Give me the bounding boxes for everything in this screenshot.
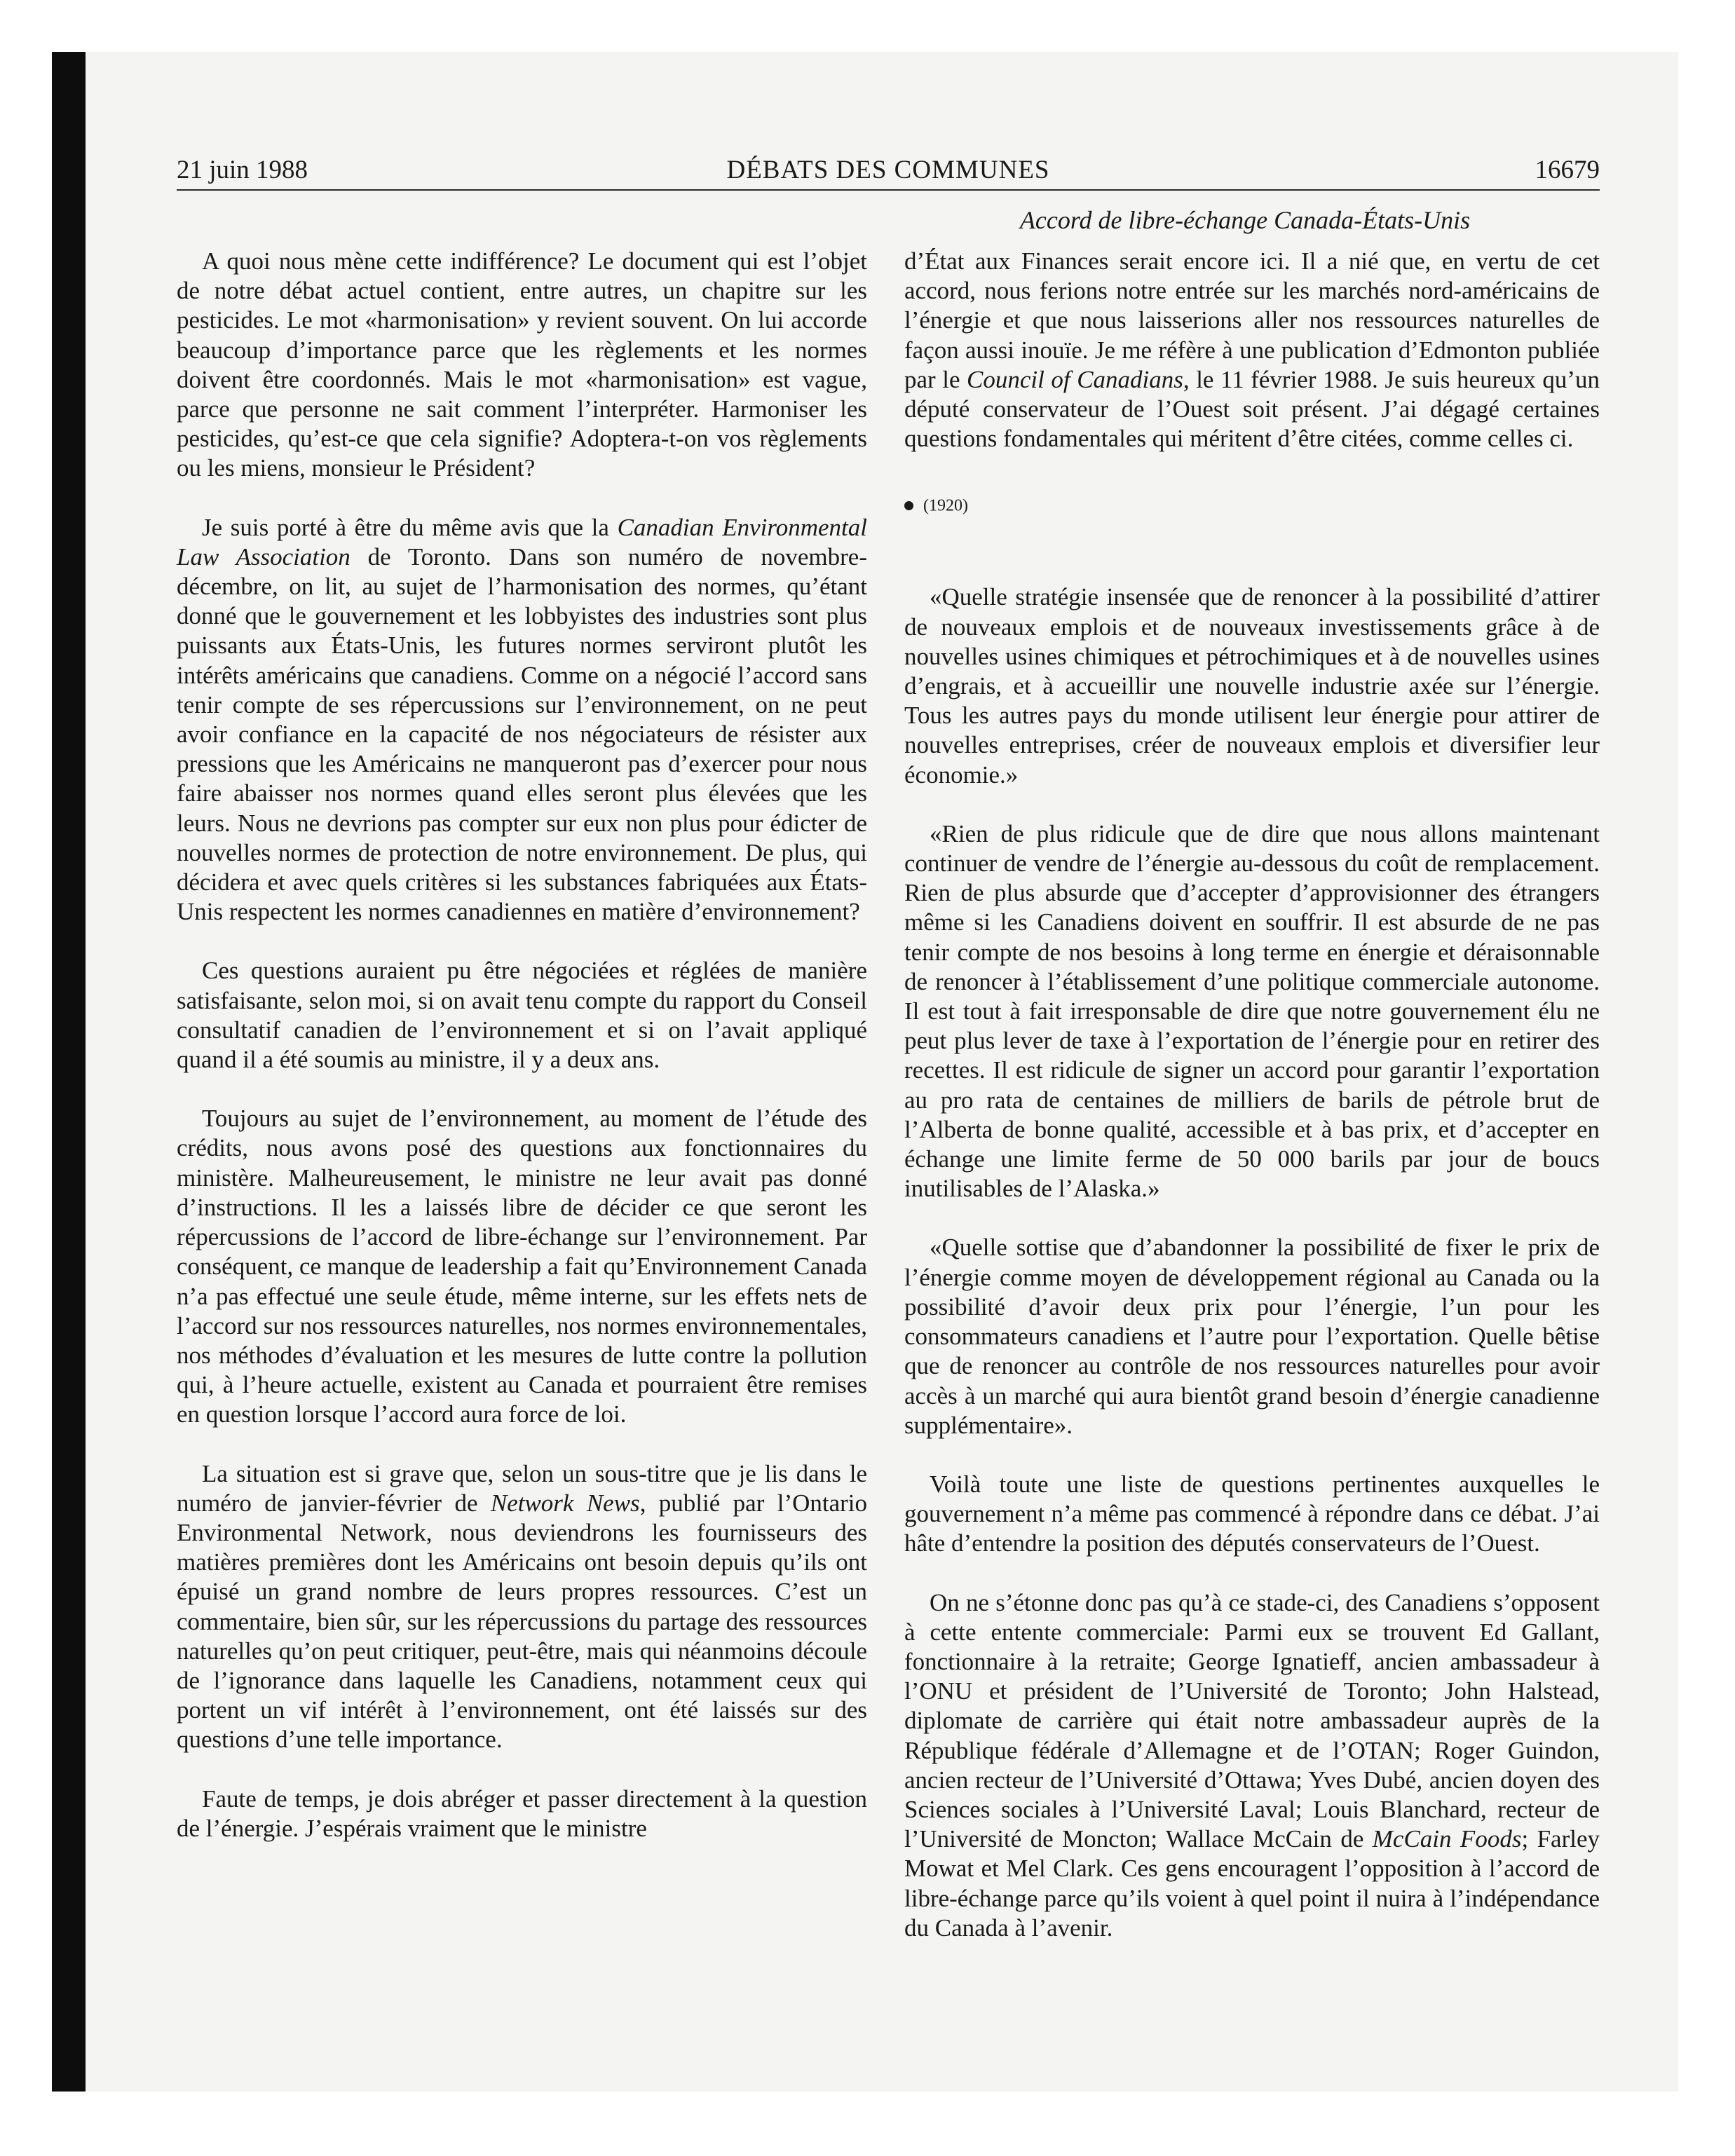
left-column (177, 247, 867, 1843)
left-paragraph-2 (177, 513, 867, 927)
left-paragraph-5 (177, 1459, 867, 1755)
right-quote-2: «Rien de plus ridicule que de dire que nous allons maintenant continuer de vendre de l’énergie au-dessous du coût de remplacement. Rien de plus absurde que d’accepter d’approvisionner des étrangers même si les Canadiens doivent en souffrir. Il est absurde de ne pas tenir compte de nos besoins à long terme en énergie et déraisonnable de renoncer à l’établissement d’une politique commerciale autonome. Il est tout à fait irresponsable de dire que notre gouvernement élu ne peut plus lever de taxe à l’exportation de l’énergie pour en retirer des recettes. Il est ridicule de signer un accord pour garantir l’exportation au pro rata de centaines de milliers de barils de pétrole brut de l’Alberta de bonne qualité, accessible et à bas prix, et d’accepter en échange une limite ferme de 50 000 barils par jour de boucs inutilisables de l’Alaska.» (904, 819, 1600, 1203)
right-paragraph-3 (904, 1588, 1600, 1943)
right-paragraph-3-text-a: On ne s’étonne donc pas qu’à ce stade-ci, des Canadiens s’opposent à cette entente commerciale: Parmi eux se trouvent Ed Gallant, fonctionnaire à la retraite; George Ignatieff, ancien ambassadeur à l’ONU et président de l’Université de Toronto; John Halstead, diplomate de carrière qui était notre ambassadeur auprès de la République fédérale d’Allemagne et de l’OTAN; Roger Guindon, ancien recteur de l’Université d’Ottawa; Yves Dubé, ancien doyen des Sciences sociales à l’Université Laval; Louis Blanchard, recteur de l’Université de Moncton; Wallace McCain de (904, 1588, 1600, 1853)
left-paragraph-4: Toujours au sujet de l’environnement, au moment de l’étude des crédits, nous avons posé des questions aux fonctionnaires du ministère. Malheureusement, le ministre ne leur avait pas donné d’instructions. Il les a laissés libre de décider ce que seront les répercussions de l’accord de libre-échange sur l’environnement. Par conséquent, ce manque de leadership a fait qu’Environnement Canada n’a pas effectué une seule étude, même interne, sur les effets nets de l’accord sur nos ressources naturelles, nos normes environnementales, nos méthodes d’évaluation et les mesures de lutte contre la pollution qui, à l’heure actuelle, existent au Canada et pourraient être remises en question lorsque l’accord aura force de loi. (177, 1105, 867, 1428)
right-paragraph-3-italic: McCain Foods (1372, 1825, 1522, 1853)
left-paragraph-5-italic: Network News (490, 1489, 640, 1517)
right-quote-1: «Quelle stratégie insensée que de renoncer à la possibilité d’attirer de nouveaux emplois et de nouveaux investissements grâce à de nouvelles usines chimiques et pétrochimiques et à de nouvelles usines d’engrais, et à accueillir une nouvelle industrie axée sur l’énergie. Tous les autres pays du monde utilisent leur énergie pour attirer de nouvelles entreprises, créer de nouveaux emplois et diversifier leur économie.» (904, 583, 1600, 789)
right-paragraph-2: Voilà toute une liste de questions pertinentes auxquelles le gouvernement n’a même pas commencé à répondre dans ce débat. J’ai hâte d’entendre la position des députés conservateurs de l’Ouest. (904, 1470, 1600, 1557)
left-paragraph-2-text-b: de Toronto. Dans son numéro de novembre-décembre, on lit, au sujet de l’harmonisation des normes, qu’étant donné que le gouvernement et les lobbyistes des industries sont plus puissants aux États-Unis, les futures normes serviront plutôt les intérêts américains que canadiens. Comme on a négocié l’accord sans tenir compte de ses répercussions sur l’environnement, on ne peut avoir confiance en la capacité de nos négociateurs de résister aux pressions que les Américains ne manqueront pas d’exercer pour nous faire abaisser nos normes quand elles seront plus élevées que les leurs. Nous ne devrions pas compter sur eux non plus pour édicter de nouvelles normes de protection de notre environnement. De plus, qui décidera et avec quels critères si les substances fabriquées aux États-Unis respectent les normes canadiennes en matière d’environnement? (177, 543, 867, 926)
right-paragraph-1 (904, 247, 1600, 453)
bullet-icon (904, 501, 913, 510)
left-paragraph-2-text-a: Je suis porté à être du même avis que la (202, 513, 618, 541)
left-paragraph-1: A quoi nous mène cette indifférence? Le document qui est l’objet de notre débat actuel contient, entre autres, un chapitre sur les pesticides. Le mot «harmonisation» y revient souvent. On lui accorde beaucoup d’importance parce que les règlements et les normes doivent être coordonnés. Mais le mot «harmonisation» est vague, parce que personne ne sait comment l’interpréter. Harmoniser les pesticides, qu’est-ce que cela signifie? Adoptera-t-on vos règlements ou les miens, monsieur le Président? (177, 247, 867, 482)
right-quote-3: «Quelle sottise que d’abandonner la possibilité de fixer le prix de l’énergie comme moyen de développement régional au Canada ou la possibilité d’avoir deux prix pour l’énergie, l’un pour les consommateurs canadiens et l’autre pour l’exportation. Quelle bêtise que de renoncer au contrôle de nos ressources naturelles pour avoir accès à un marché qui aura bientôt grand besoin d’énergie canadienne supplémentaire». (904, 1234, 1600, 1439)
left-paragraph-6: Faute de temps, je dois abréger et passer directement à la question de l’énergie. J’espérais vraiment que le ministre (177, 1785, 867, 1842)
time-stamp (904, 490, 1600, 519)
left-paragraph-5-text-a: La situation est si grave que, selon un sous-titre que je lis dans le numéro de janvier-février de (177, 1459, 867, 1517)
right-column (904, 247, 1600, 1943)
right-paragraph-1-italic: Council of Canadians (967, 365, 1183, 393)
scan-left-edge-shadow (52, 52, 86, 2092)
header-page-number: 16679 (1535, 156, 1600, 184)
header-title: DÉBATS DES COMMUNES (726, 156, 1050, 184)
right-paragraph-1-text-a: d’État aux Finances serait encore ici. Il a nié que, en vertu de cet accord, nous ferions notre entrée sur les marchés nord-américains de l’énergie et que nous laisserions aller nos ressources naturelles de façon aussi inouïe. Je me réfère à une publication d’Edmonton publiée par le (904, 247, 1600, 393)
left-paragraph-3: Ces questions auraient pu être négociées et réglées de manière satisfaisante, selon moi, si on avait tenu compte du rapport du Conseil consultatif canadien de l’environnement et si on l’avait appliqué quand il a été soumis au ministre, il y a deux ans. (177, 957, 867, 1074)
time-stamp-label: (1920) (923, 496, 968, 515)
left-paragraph-5-text-b: , publié par l’Ontario Environmental Network, nous deviendrons les fournisseurs des matières premières dont les Américains ont besoin depuis qu’ils ont épuisé un grand nombre de leurs propres ressources. C’est un commentaire, bien sûr, sur les répercussions du partage des ressources naturelles qu’on peut critiquer, peut-être, mais qui néanmoins découle de l’ignorance dans laquelle les Canadiens, notamment ceux qui portent un vif intérêt à l’environnement, ont été laissés sur des questions d’une telle importance. (177, 1489, 868, 1754)
spacer (904, 549, 1600, 582)
left-paragraph-2-italic: Canadian Environmental Law Association (177, 513, 867, 571)
right-paragraph-1-text-b: , le 11 février 1988. Je suis heureux qu’un député conservateur de l’Ouest soit présent. J’ai dégagé certaines questions fondamentales qui méritent d’être citées, comme celles ci. (904, 365, 1600, 453)
header-date: 21 juin 1988 (177, 156, 308, 184)
right-paragraph-3-text-b: ; Farley Mowat et Mel Clark. Ces gens encouragent l’opposition à l’accord de libre-échange parce qu’ils voient à quel point il nuira à l’indépendance du Canada à l’avenir. (904, 1825, 1600, 1942)
running-head: Accord de libre-échange Canada-États-Unis (1019, 206, 1471, 234)
page-header (177, 153, 1600, 191)
